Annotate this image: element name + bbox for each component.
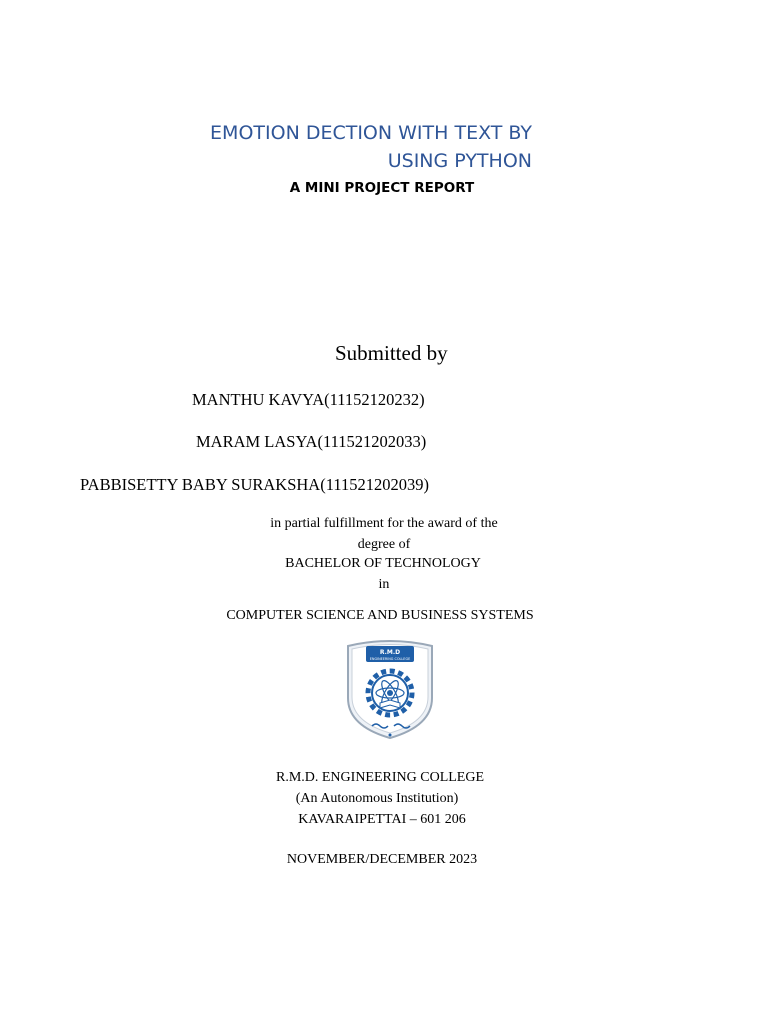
logo-text-banner: ENGINEERING COLLEGE: [369, 657, 411, 661]
college-type: (An Autonomous Institution): [295, 791, 459, 806]
submitted-by-heading: Submitted by: [335, 341, 448, 365]
report-title-line-1: EMOTION DECTION WITH TEXT BY: [210, 122, 532, 144]
logo-text-top: R.M.D: [379, 649, 401, 656]
report-date: NOVEMBER/DECEMBER 2023: [286, 852, 478, 867]
college-name: R.M.D. ENGINEERING COLLEGE: [275, 770, 485, 785]
college-address: KAVARAIPETTAI – 601 206: [298, 812, 466, 827]
report-subtitle: A MINI PROJECT REPORT: [289, 180, 475, 196]
fulfillment-line-1: in partial fulfillment for the award of the: [270, 516, 498, 531]
fulfillment-line-2: degree of: [357, 537, 411, 552]
degree-in: in: [378, 577, 390, 592]
college-emblem-icon: [340, 636, 440, 740]
degree-name: BACHELOR OF TECHNOLOGY: [285, 556, 481, 571]
student-name-2: MARAM LASYA(111521202033): [196, 432, 427, 451]
report-title-line-2: USING PYTHON: [387, 150, 532, 172]
department-name: COMPUTER SCIENCE AND BUSINESS SYSTEMS: [226, 608, 534, 623]
student-name-3: PABBISETTY BABY SURAKSHA(111521202039): [80, 475, 429, 494]
student-name-1: MANTHU KAVYA(11152120232): [192, 390, 425, 409]
report-title: [140, 119, 532, 175]
